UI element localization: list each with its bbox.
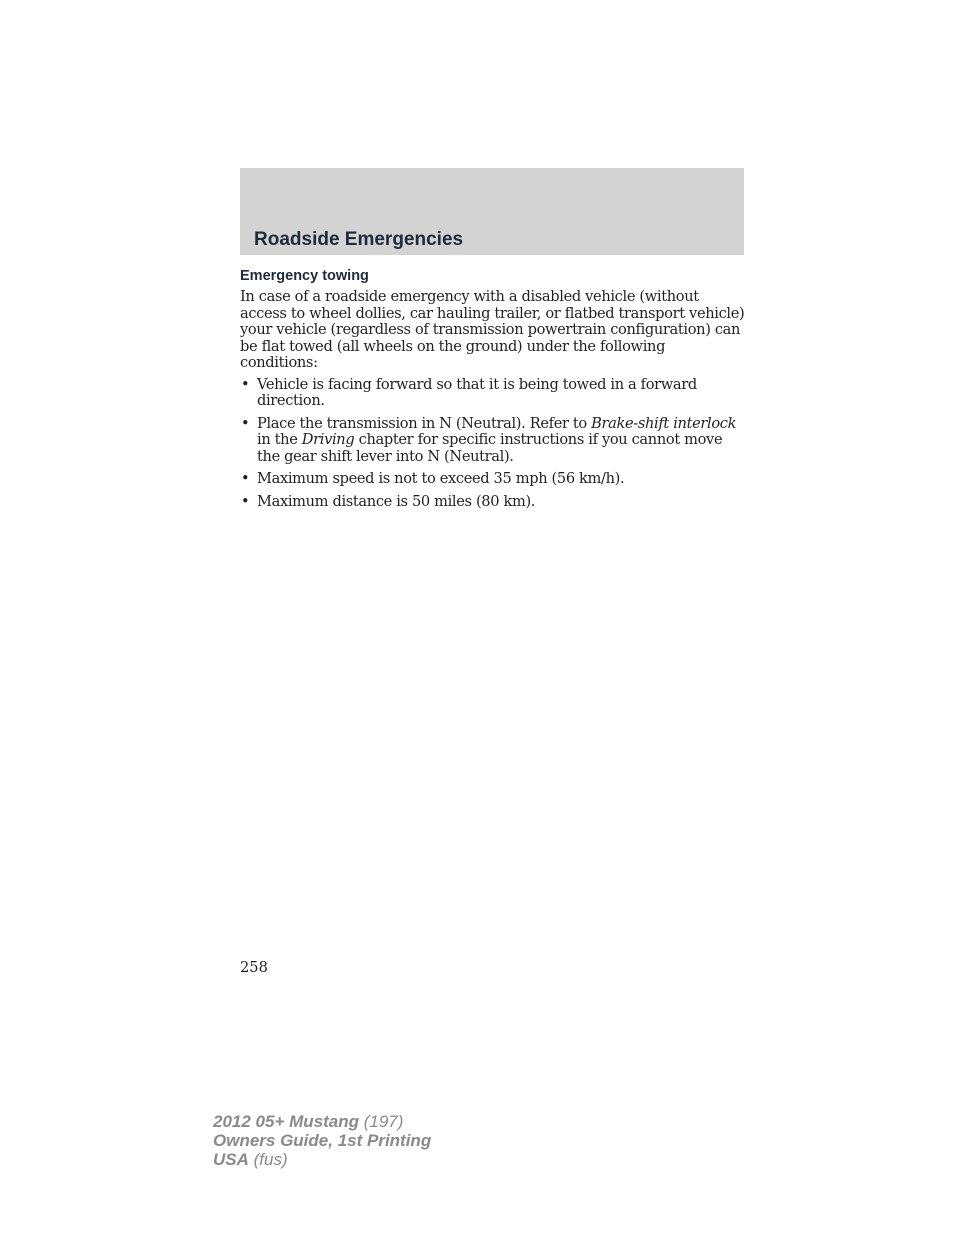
document-footer [213,1112,431,1169]
main-content [240,268,746,516]
text-run: in the [257,431,302,448]
bullet-icon: • [241,414,250,432]
text-run: chapter for specific instructions if you cannot move the gear shift lever into N (Neutral). [257,431,723,465]
cross-reference-brake-shift-interlock: Brake-shift interlock [591,414,737,432]
list-item-text: Vehicle is facing forward so that it is being towed in a forward direction. [257,375,697,409]
list-item [240,494,746,511]
bullet-icon: • [241,470,250,487]
subheading-emergency-towing: Emergency towing [240,268,369,284]
footer-market-code: (fus) [248,1150,288,1169]
footer-line-model [213,1112,431,1131]
section-title: Roadside Emergencies [254,229,464,250]
list-item [240,377,746,410]
text-run: Place the transmission in N (Neutral). Refer to [257,414,592,432]
footer-market: USA [213,1150,249,1169]
list-item [240,471,746,488]
page-number: 258 [240,959,268,976]
footer-line-guide [213,1131,431,1150]
conditions-list [240,377,746,511]
list-item-text: Maximum distance is 50 miles (80 km). [257,492,536,510]
intro-paragraph: In case of a roadside emergency with a disabled vehicle (without access to wheel dollies, car hauling trailer, or flatbed transport vehicle) your vehicle (regardless of transmission powertrain configuration) can be flat towed (all wheels on the ground) under the following conditions: [240,288,745,371]
footer-model-code: (197) [359,1112,404,1131]
footer-line-market [213,1150,431,1169]
list-item-text: Maximum speed is not to exceed 35 mph (56 km/h). [257,470,625,487]
bullet-icon: • [241,492,250,510]
bullet-icon: • [241,375,250,393]
section-header-band [240,168,744,255]
list-item [240,416,746,466]
list-item-text [257,415,736,465]
footer-guide: Owners Guide, 1st Printing [213,1131,432,1150]
footer-model: 2012 05+ Mustang [213,1112,359,1131]
cross-reference-driving-chapter: Driving [301,431,355,448]
